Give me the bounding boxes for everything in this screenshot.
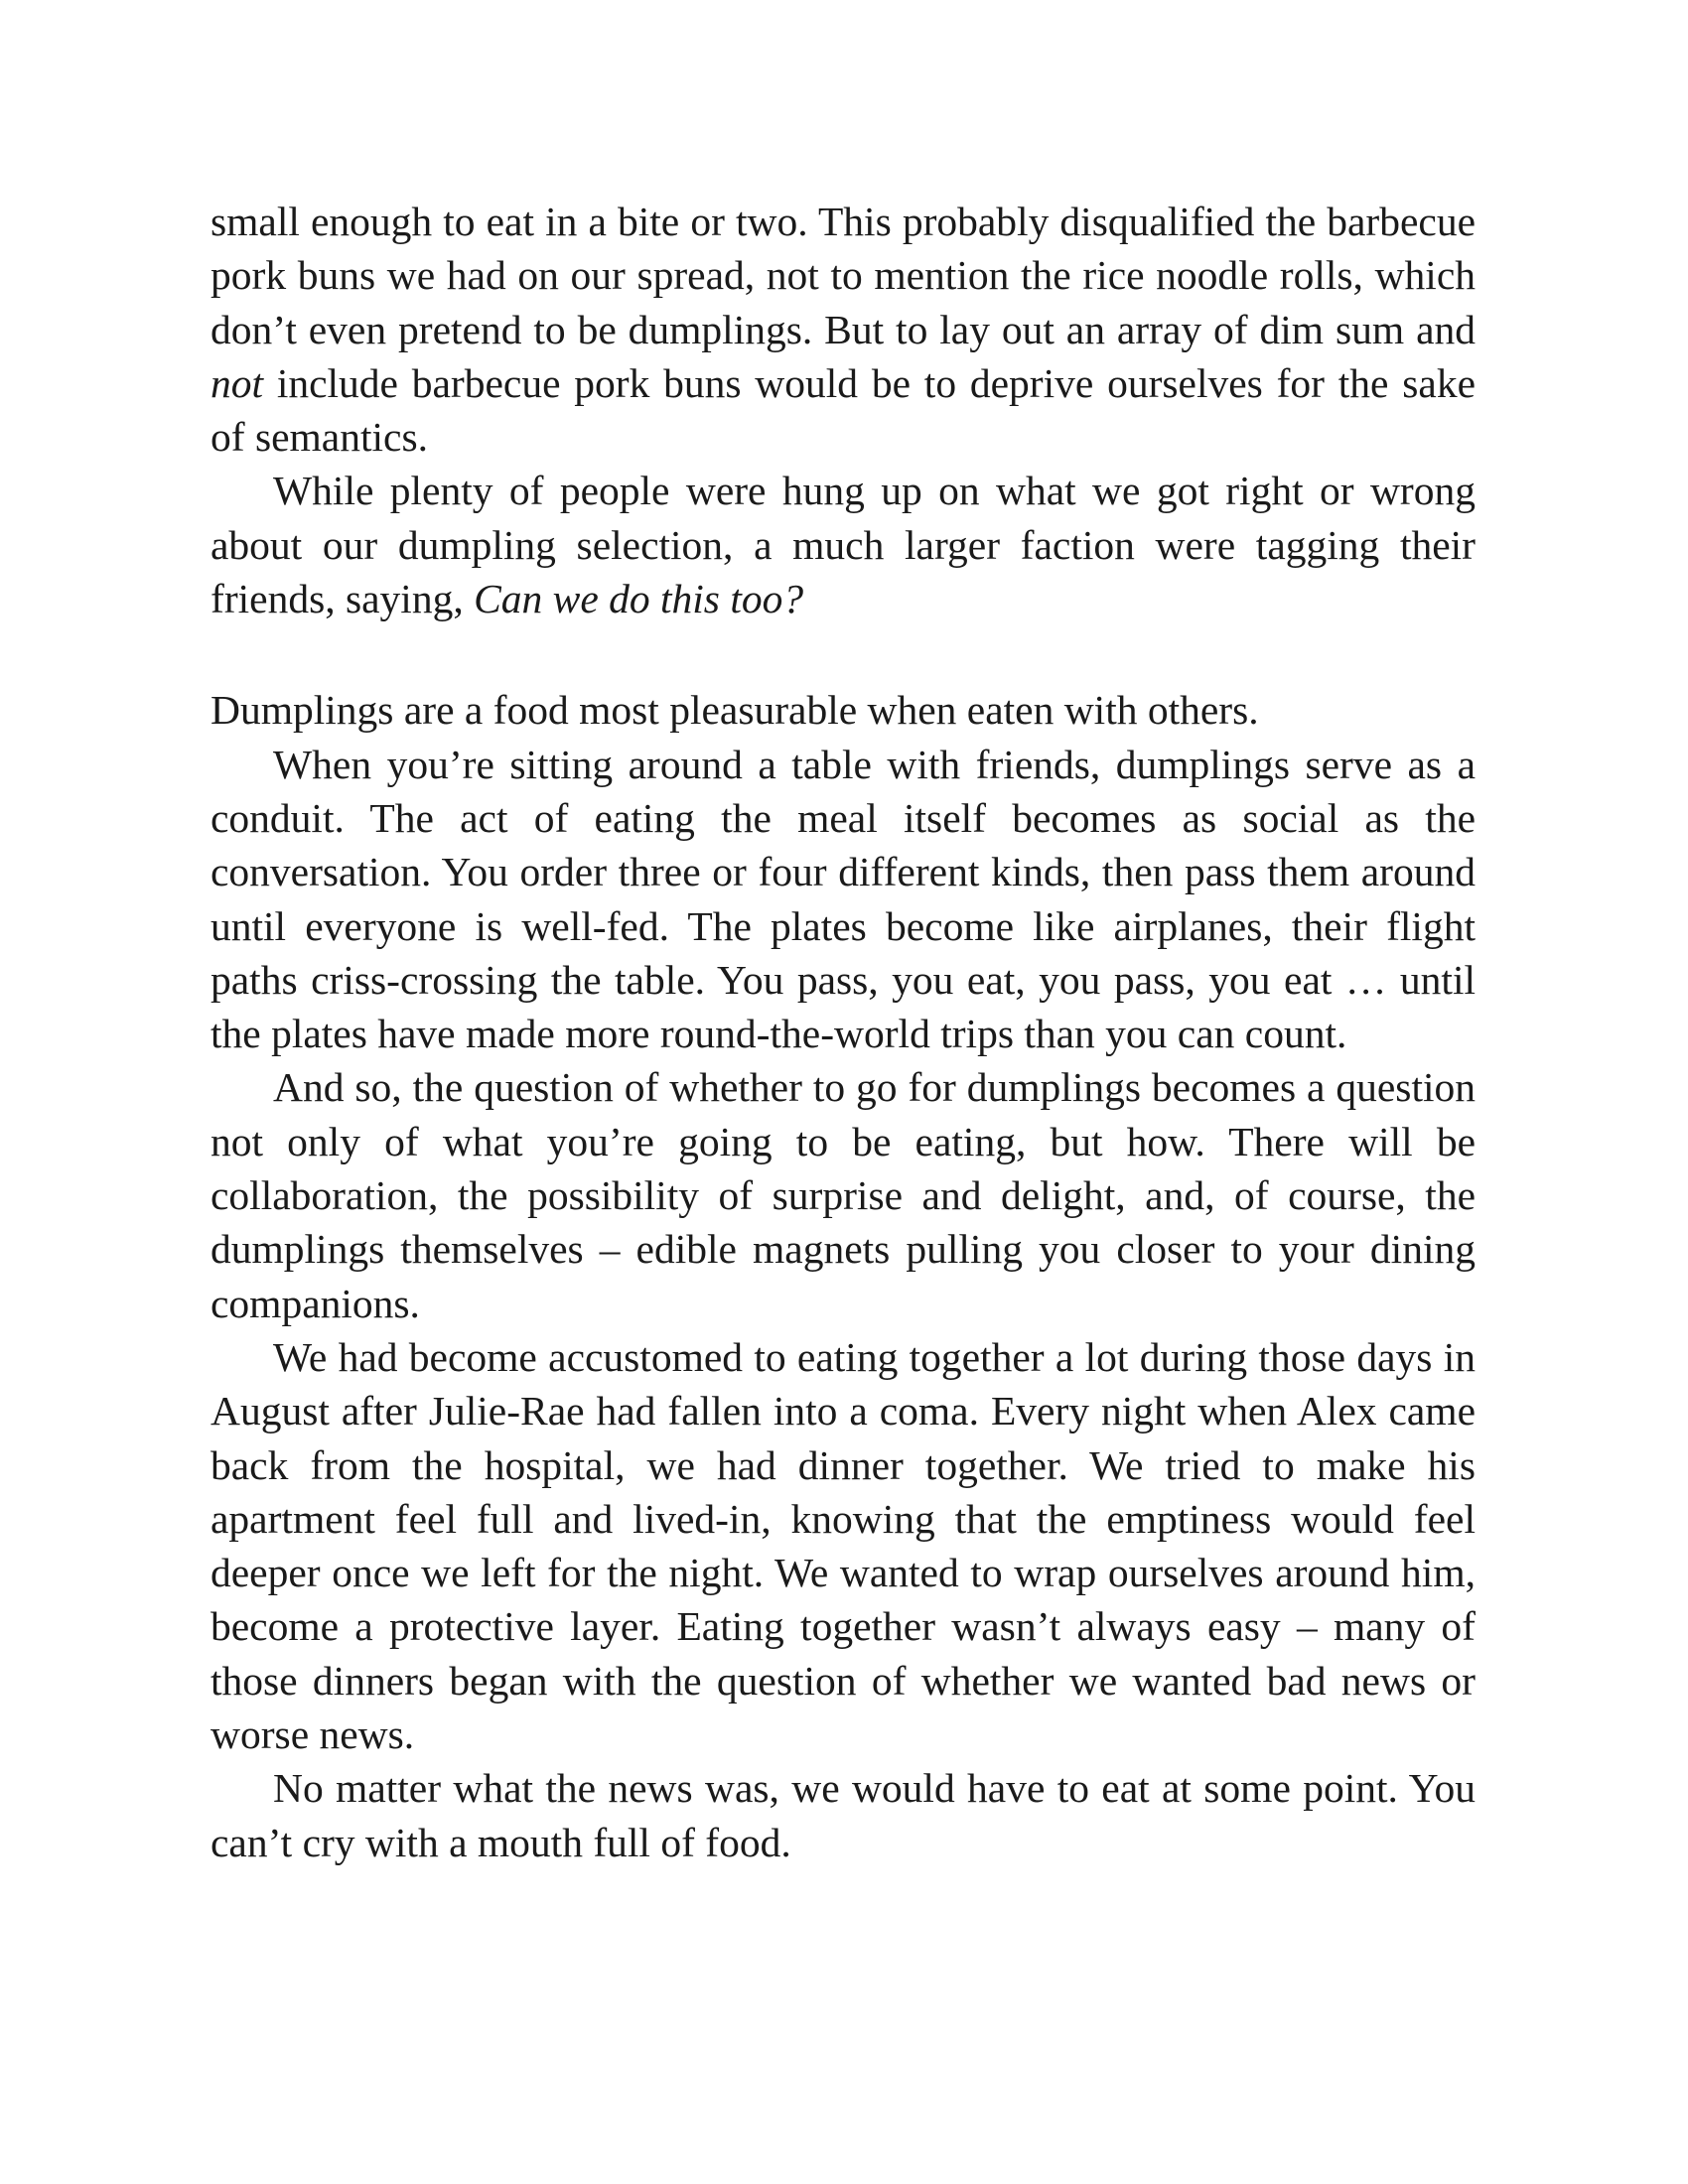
paragraph <box>211 738 1476 1061</box>
paragraph <box>211 195 1476 464</box>
paragraph-text: And so, the question of whether to go for dumplings becomes a question not only of what you’re going to be eating, but how. There will be collaboration, the possibility of surprise and delight, and, of course, the dumplings themselves – edible magnets pulling you closer to your dining companions. <box>211 1064 1476 1326</box>
paragraph <box>211 1330 1476 1761</box>
paragraph <box>211 464 1476 625</box>
section-first-paragraph <box>211 683 1476 737</box>
paragraph-text: Dumplings are a food most pleasurable when eaten with others. <box>211 687 1259 734</box>
paragraph-text: include barbecue pork buns would be to deprive ourselves for the sake of semantics. <box>211 359 1476 461</box>
paragraph-text: While plenty of people were hung up on what we got right or wrong about our dumpling selection, a much larger faction were tagging their friends, saying, <box>211 468 1476 622</box>
book-page <box>211 195 1476 1869</box>
emphasis-text: Can we do this too? <box>474 576 804 622</box>
paragraph-text: We had become accustomed to eating together a lot during those days in August after Julie-Rae had fallen into a coma. Every night when Alex came back from the hospital, we had dinner together. We tried to make his apartment feel full and lived-in, knowing that the emptiness would feel deeper once we left for the night. We wanted to wrap ourselves around him, become a protective layer. Eating together wasn’t always easy – many of those dinners began with the question of whether we wanted bad news or worse news. <box>211 1333 1476 1758</box>
paragraph-text: small enough to eat in a bite or two. This probably disqualified the barbecue pork buns we had on our spread, not to mention the rice noodle rolls, which don’t even pretend to be dumplings. But to lay out an array of dim sum and <box>211 199 1476 352</box>
paragraph <box>211 1761 1476 1869</box>
emphasis-text: not <box>211 359 264 406</box>
paragraph <box>211 1060 1476 1329</box>
paragraph-text: No matter what the news was, we would have to eat at some point. You can’t cry with a mouth full of food. <box>211 1765 1476 1865</box>
paragraph-text: When you’re sitting around a table with friends, dumplings serve as a conduit. The act of eating the meal itself becomes as social as the conversation. You order three or four different kinds, then pass them around until everyone is well-fed. The plates become like airplanes, their flight paths criss-crossing the table. You pass, you eat, you pass, you eat … until the plates have made more round-the-world trips than you can count. <box>211 741 1476 1057</box>
